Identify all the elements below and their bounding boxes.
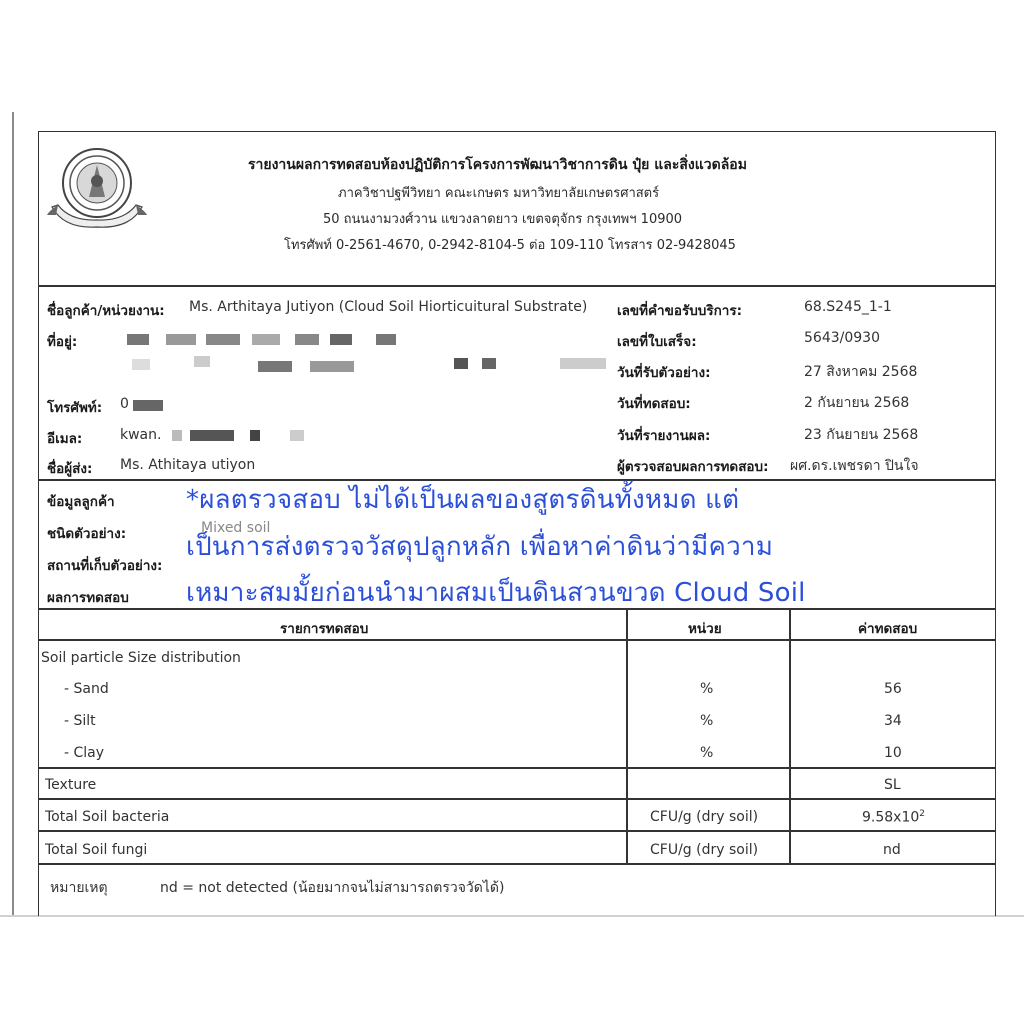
test-date-value: 2 กันยายน 2568 (804, 395, 910, 411)
phone-redacted (133, 400, 163, 411)
row-value: nd (883, 842, 901, 858)
row-item: Total Soil fungi (45, 842, 148, 858)
annotation-line-2: เป็นการส่งตรวจวัสดุปลูกหลัก เพื่อหาค่าดินว่ามีความ (186, 532, 774, 562)
receipt-number-label: เลขที่ใบเสร็จ: (617, 334, 697, 350)
row-value: 56 (884, 681, 902, 697)
column-header-test-item: รายการทดสอบ (280, 621, 369, 637)
university-seal-logo (44, 145, 150, 235)
sample-location-label: สถานที่เก็บตัวอย่าง: (47, 558, 163, 574)
contact-line: โทรศัพท์ 0-2561-4670, 0-2942-8104-5 ต่อ 109-110 โทรสาร 02-9428045 (284, 238, 736, 253)
report-title: รายงานผลการทดสอบห้องปฏิบัติการโครงการพัฒนาวิชาการดิน ปุ๋ย และสิ่งแวดล้อม (248, 157, 747, 173)
row-item: Total Soil bacteria (45, 809, 170, 825)
customer-name-value: Ms. Arthitaya Jutiyon (Cloud Soil Hiorticuitural Substrate) (189, 299, 588, 315)
row-item: - Silt (64, 713, 96, 729)
phone-value: 0 (120, 396, 129, 412)
annotation-line-3: เหมาะสมมั้ยก่อนนำมาผสมเป็นดินสวนขวด Cloud Soil (186, 578, 806, 608)
email-label: อีเมล: (47, 431, 83, 447)
column-header-unit: หน่วย (688, 621, 722, 637)
row-value: 10 (884, 745, 902, 761)
request-number-label: เลขที่คำขอรับบริการ: (617, 303, 743, 319)
results-label: ผลการทดสอบ (47, 590, 129, 606)
report-date-value: 23 กันยายน 2568 (804, 427, 919, 443)
row-unit: CFU/g (dry soil) (650, 809, 759, 825)
divider (38, 285, 996, 287)
report-date-label: วันที่รายงานผล: (617, 428, 711, 444)
page-edge-line (12, 112, 14, 915)
email-value: kwan. (120, 427, 162, 443)
column-header-result: ค่าทดสอบ (858, 621, 918, 637)
sample-type-label: ชนิดตัวอย่าง: (47, 526, 127, 542)
test-date-label: วันที่ทดสอบ: (617, 396, 691, 412)
row-value: SL (884, 777, 901, 793)
receipt-number-value: 5643/0930 (804, 330, 880, 346)
row-unit: % (700, 745, 714, 761)
sample-type-value: Mixed soil (201, 520, 271, 536)
note-text: nd = not detected (น้อยมากจนไม่สามารถตรวจวัดได้) (160, 880, 505, 896)
customer-info-label: ข้อมูลลูกค้า (47, 494, 115, 510)
received-date-value: 27 สิงหาคม 2568 (804, 364, 918, 380)
row-unit: % (700, 681, 714, 697)
row-unit: CFU/g (dry soil) (650, 842, 759, 858)
address-line: 50 ถนนงามวงศ์วาน แขวงลาดยาว เขตจตุจักร กรุงเทพฯ 10900 (323, 212, 683, 227)
note-label: หมายเหตุ (50, 880, 108, 896)
request-number-value: 68.S245_1-1 (804, 299, 892, 315)
address-label: ที่อยู่: (47, 334, 78, 350)
row-value: 34 (884, 713, 902, 729)
phone-label: โทรศัพท์: (47, 400, 103, 416)
sender-label: ชื่อผู้ส่ง: (47, 461, 93, 477)
row-item: Texture (45, 777, 97, 793)
row-item: - Clay (64, 745, 105, 761)
sender-value: Ms. Athitaya utiyon (120, 457, 256, 473)
examiner-value: ผศ.ดร.เพชรดา ปินใจ (790, 458, 919, 474)
row-unit: % (700, 713, 714, 729)
received-date-label: วันที่รับตัวอย่าง: (617, 365, 711, 381)
examiner-label: ผู้ตรวจสอบผลการทดสอบ: (617, 459, 769, 475)
row-value: $9.58x10^2$ (862, 809, 926, 826)
department-line: ภาควิชาปฐพีวิทยา คณะเกษตร มหาวิทยาลัยเกษตรศาสตร์ (338, 186, 660, 201)
table-group-label: Soil particle Size distribution (41, 650, 241, 666)
annotation-line-1: *ผลตรวจสอบ ไม่ได้เป็นผลของสูตรดินทั้งหมด แต่ (186, 485, 740, 515)
row-item: - Sand (64, 681, 109, 697)
customer-name-label: ชื่อลูกค้า/หน่วยงาน: (47, 303, 165, 319)
